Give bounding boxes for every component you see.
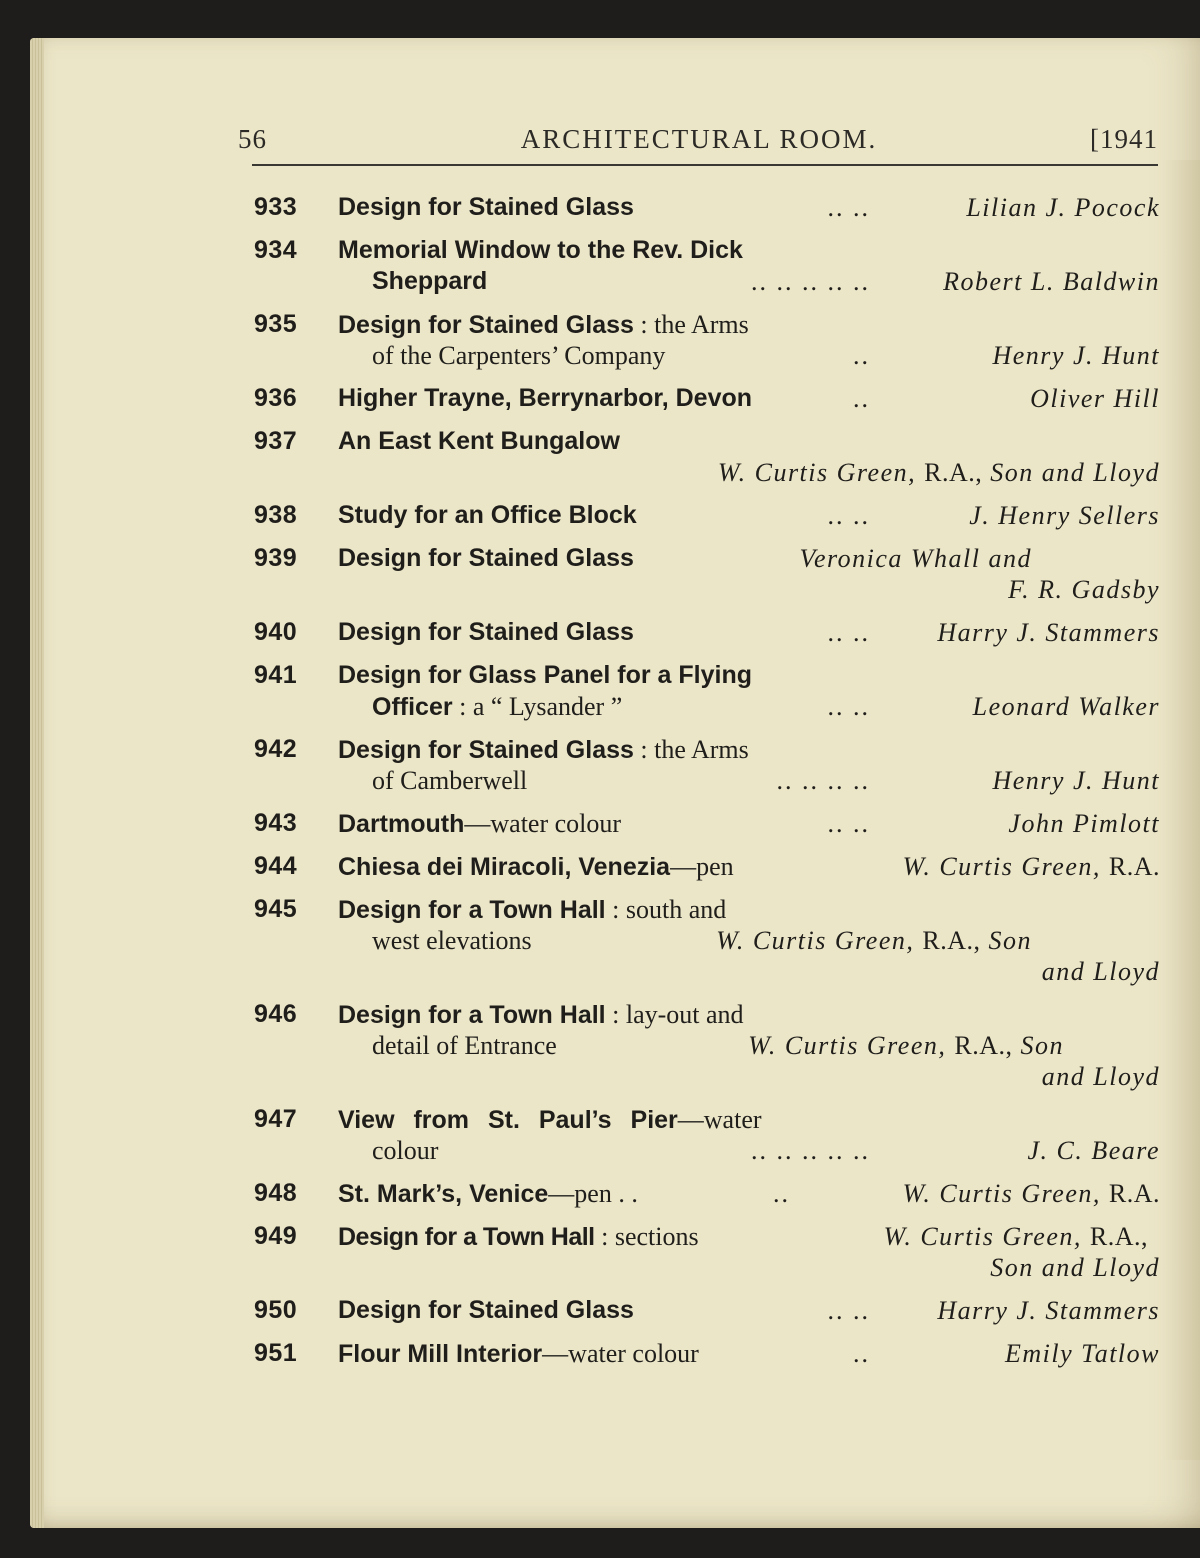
entry-artist-continued: and Lloyd: [1041, 957, 1160, 986]
leader-dots: ..: [773, 1179, 790, 1208]
entry-title: An East Kent Bungalow: [338, 427, 620, 455]
header-rule: [252, 164, 1158, 166]
artist-honours: R.A.,: [924, 458, 983, 487]
entry-title: Flour Mill Interior: [338, 1340, 543, 1368]
entry-artist: Lilian J. Pocock: [966, 193, 1160, 222]
entry-artist: [884, 1221, 1148, 1252]
entry-artist-continued: F. R. Gadsby: [1008, 575, 1160, 604]
entry-artist: Veronica Whall and: [799, 544, 1032, 573]
entry-artist: Henry J. Hunt: [992, 766, 1160, 795]
artist-firm: Son: [1020, 1031, 1064, 1060]
catalogue-entry: [240, 1221, 1162, 1283]
artist-name: W. Curtis Green,: [716, 926, 915, 955]
entry-artist: Leonard Walker: [972, 692, 1160, 721]
entry-title: Design for Stained Glass: [338, 736, 634, 764]
entry-title: Design for a Town Hall: [338, 896, 606, 924]
entry-title: Design for Stained Glass: [338, 1296, 634, 1324]
entry-artist: Oliver Hill: [1030, 384, 1160, 413]
catalogue-entry: [240, 500, 1162, 531]
leader-dots: .. ..: [827, 809, 870, 838]
entry-title-continued: Sheppard: [372, 267, 488, 295]
leader-dots: .. ..: [827, 193, 870, 222]
artist-honours: R.A.: [1108, 852, 1160, 881]
entry-title: Design for Stained Glass: [338, 193, 634, 221]
entry-subtitle-continued: detail of Entrance: [372, 1031, 557, 1060]
entry-subtitle: : south and: [612, 895, 727, 924]
catalogue-entry: [240, 851, 1162, 882]
entry-artist: J. Henry Sellers: [969, 501, 1160, 530]
entry-number: 939: [254, 544, 298, 572]
entry-medium-continued: colour: [372, 1136, 439, 1165]
entry-number: 938: [254, 501, 298, 529]
leader-dots: ..: [853, 384, 870, 413]
entry-title: Memorial Window to the Rev. Dick: [338, 236, 743, 264]
leader-dots: ..: [853, 1339, 870, 1368]
entry-medium: —pen: [670, 852, 734, 881]
leader-dots: .. .. .. .. ..: [751, 1136, 870, 1165]
catalogue-entry: [240, 543, 1162, 605]
entry-number: 950: [254, 1296, 298, 1324]
catalogue-entry: [240, 999, 1162, 1092]
entry-subtitle: : sections: [601, 1222, 699, 1251]
entry-title: Higher Trayne, Berrynarbor, Devon: [338, 384, 753, 412]
entry-number: 945: [254, 895, 298, 923]
running-header: [238, 118, 1160, 162]
leader-dots: .. ..: [827, 692, 870, 721]
entry-number: 951: [254, 1339, 298, 1367]
leader-dots: .. .. .. .. ..: [751, 267, 870, 296]
entry-subtitle-continued: of the Carpenters’ Company: [372, 341, 666, 370]
entry-number: 935: [254, 310, 298, 338]
catalogue-entry: [240, 1338, 1162, 1369]
artist-firm: Son: [988, 926, 1032, 955]
entry-number: 941: [254, 661, 298, 689]
entry-medium: —water colour: [542, 1339, 699, 1368]
entry-number: 948: [254, 1179, 298, 1207]
entry-artist: Robert L. Baldwin: [943, 267, 1160, 296]
entry-subtitle: : lay-out and: [612, 1000, 744, 1029]
leader-dots: .. .. .. ..: [776, 766, 870, 795]
entry-title: Design for Glass Panel for a Flying: [338, 661, 752, 689]
entry-title: Study for an Office Block: [338, 501, 637, 529]
entry-title: Design for Stained Glass: [338, 544, 634, 572]
entry-number: 936: [254, 384, 298, 412]
artist-honours: R.A.: [1108, 1179, 1160, 1208]
catalogue-entry: [240, 1104, 1162, 1166]
entry-artist: [716, 925, 1032, 956]
entry-number: 940: [254, 618, 298, 646]
entry-artist: Harry J. Stammers: [937, 618, 1160, 647]
entry-title: Design for Stained Glass: [338, 618, 634, 646]
entry-number: 949: [254, 1222, 298, 1250]
catalogue-entry: [240, 808, 1162, 839]
artist-honours: R.A.,: [954, 1031, 1013, 1060]
catalogue-list: [240, 192, 1162, 1381]
entry-medium: —water: [677, 1105, 762, 1134]
entry-artist-continued: and Lloyd: [1041, 1062, 1160, 1091]
entry-title: View from St. Paul’s Pier: [338, 1106, 678, 1134]
leader-dots: ..: [853, 341, 870, 370]
entry-title: Chiesa dei Miracoli, Venezia: [338, 853, 671, 881]
entry-title: Design for a Town Hall: [338, 1001, 606, 1029]
artist-honours: R.A.,: [922, 926, 981, 955]
entry-number: 937: [254, 427, 298, 455]
page-number: 56: [238, 124, 267, 154]
page-edge: [30, 38, 44, 1528]
catalogue-entry: [240, 660, 1162, 722]
catalogue-entry: [240, 383, 1162, 414]
entry-artist: [903, 1178, 1160, 1209]
entry-subtitle: : the Arms: [640, 735, 749, 764]
entry-title-continued: Officer: [372, 693, 453, 721]
artist-honours: R.A.,: [1089, 1222, 1148, 1251]
entry-artist: [718, 457, 1160, 488]
leader-dots: .. ..: [827, 618, 870, 647]
entry-medium: —pen . .: [548, 1179, 638, 1208]
catalogue-entry: [240, 309, 1162, 371]
artist-firm: Son and Lloyd: [990, 458, 1160, 487]
entry-title: Design for a Town Hall: [338, 1223, 595, 1251]
page-shading: [1162, 160, 1200, 1460]
artist-name: W. Curtis Green,: [748, 1031, 947, 1060]
entry-number: 942: [254, 735, 298, 763]
entry-artist: [903, 851, 1160, 882]
catalogue-entry: [240, 192, 1162, 223]
catalogue-entry: [240, 426, 1162, 488]
entry-title: Design for Stained Glass: [338, 311, 634, 339]
entry-artist: J. C. Beare: [1027, 1136, 1160, 1165]
entry-subtitle: : the Arms: [640, 310, 749, 339]
entry-artist: [748, 1030, 1064, 1061]
entry-artist-continued: Son and Lloyd: [990, 1253, 1160, 1282]
entry-number: 933: [254, 193, 298, 221]
entry-subtitle: : a “ Lysander ”: [459, 692, 623, 721]
catalogue-entry: [240, 1178, 1162, 1209]
artist-name: W. Curtis Green,: [717, 458, 917, 487]
entry-artist: Emily Tatlow: [1004, 1339, 1160, 1368]
catalogue-entry: [240, 235, 1162, 297]
entry-number: 944: [254, 852, 298, 880]
artist-name: W. Curtis Green,: [883, 1222, 1082, 1251]
leader-dots: .. ..: [827, 1296, 870, 1325]
entry-title: Dartmouth: [338, 810, 465, 838]
entry-number: 947: [254, 1105, 298, 1133]
leader-dots: .. ..: [827, 501, 870, 530]
entry-artist: Harry J. Stammers: [937, 1296, 1160, 1325]
entry-artist: John Pimlott: [1008, 809, 1160, 838]
entry-number: 934: [254, 236, 298, 264]
entry-artist: Henry J. Hunt: [992, 341, 1160, 370]
catalogue-entry: [240, 1295, 1162, 1326]
page-title: ARCHITECTURAL ROOM.: [520, 124, 878, 154]
year-label: [1941: [1090, 124, 1158, 154]
entry-subtitle-continued: west elevations: [372, 926, 532, 955]
catalogue-entry: [240, 894, 1162, 987]
entry-number: 943: [254, 809, 298, 837]
entry-title: St. Mark’s, Venice: [338, 1180, 549, 1208]
artist-name: W. Curtis Green,: [902, 1179, 1101, 1208]
entry-subtitle-continued: of Camberwell: [372, 766, 528, 795]
entry-number: 946: [254, 1000, 298, 1028]
catalogue-entry: [240, 617, 1162, 648]
artist-name: W. Curtis Green,: [902, 852, 1101, 881]
catalogue-entry: [240, 734, 1162, 796]
entry-medium: —water colour: [464, 809, 622, 838]
